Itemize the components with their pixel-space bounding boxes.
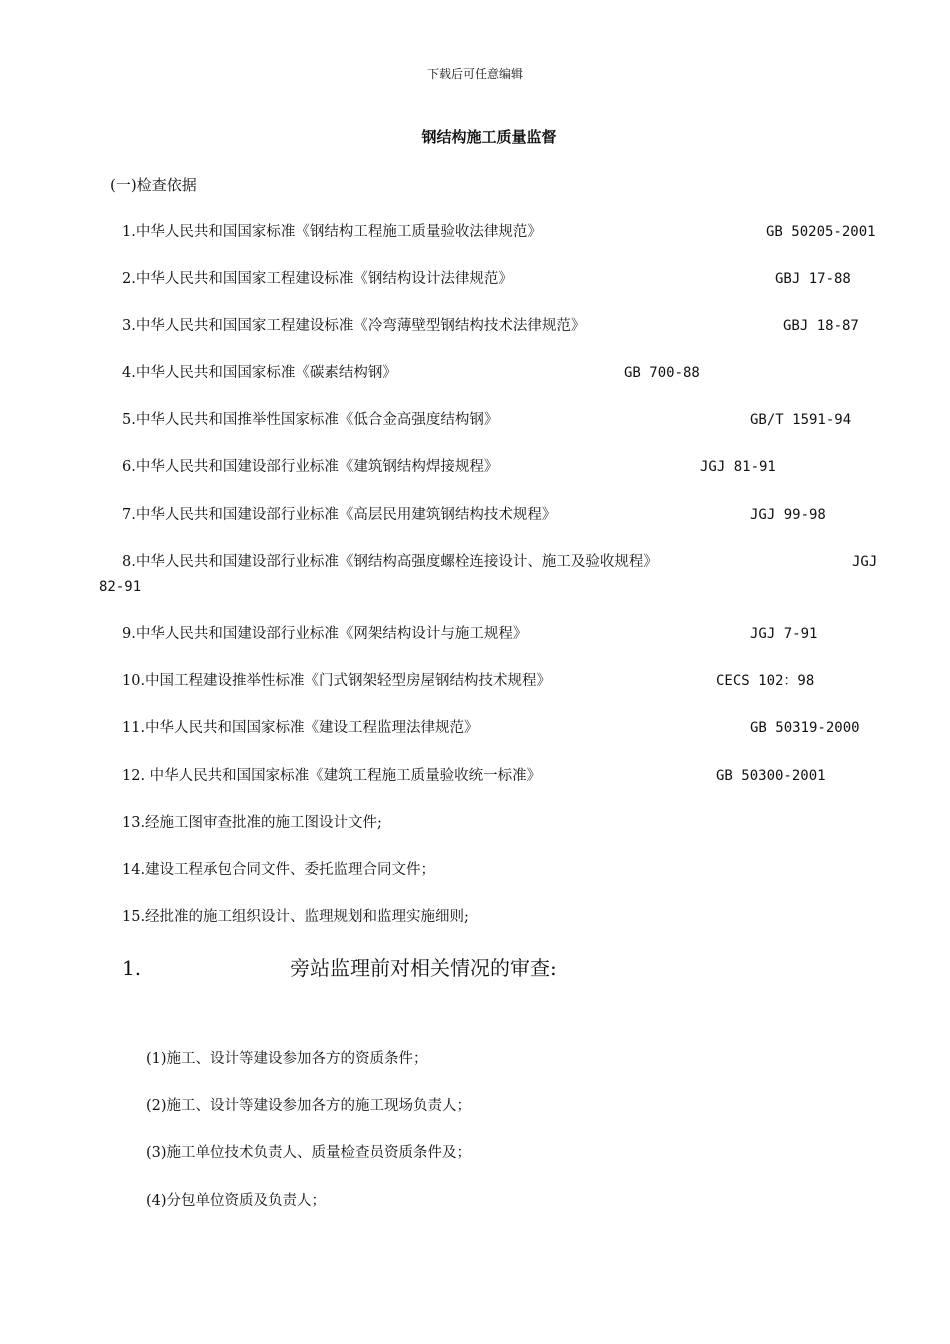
sub-list-item: (3)施工单位技术负责人、质量检查员资质条件及；: [146, 1145, 472, 1161]
subheading-number: 1.: [122, 956, 142, 980]
sub-list-item: (4)分包单位资质及负责人；: [146, 1193, 327, 1209]
reference-item: 8.中华人民共和国建设部行业标准《钢结构高强度螺栓连接设计、施工及验收规程》: [122, 554, 658, 570]
subheading-text: 旁站监理前对相关情况的审查:: [290, 956, 557, 980]
reference-item: 3.中华人民共和国国家工程建设标准《冷弯薄壁型钢结构技术法律规范》: [122, 318, 586, 334]
reference-item: 7.中华人民共和国建设部行业标准《高层民用建筑钢结构技术规程》: [122, 507, 557, 523]
reference-item: 2.中华人民共和国国家工程建设标准《钢结构设计法律规范》: [122, 271, 513, 287]
reference-code: GBJ 18-87: [783, 318, 859, 334]
reference-code: JGJ 7-91: [750, 626, 818, 642]
list-item: 14.建设工程承包合同文件、委托监理合同文件；: [122, 862, 436, 878]
reference-item: 1.中华人民共和国国家标准《钢结构工程施工质量验收法律规范》: [122, 224, 542, 240]
list-item: 13.经施工图审查批准的施工图设计文件;: [122, 815, 382, 831]
reference-code: GB 50205-2001: [766, 224, 876, 240]
reference-item: 9.中华人民共和国建设部行业标准《网架结构设计与施工规程》: [122, 626, 528, 642]
sub-list-item: (2)施工、设计等建设参加各方的施工现场负责人；: [146, 1098, 472, 1114]
header-note: 下载后可任意编辑: [426, 67, 523, 81]
reference-code: GB 50319-2000: [750, 720, 860, 736]
reference-item: 5.中华人民共和国推举性国家标准《低合金高强度结构钢》: [122, 412, 499, 428]
sub-list-item: (1)施工、设计等建设参加各方的资质条件；: [146, 1051, 428, 1067]
reference-code-continuation: 82-91: [99, 579, 142, 595]
section-heading: (一)检查依据: [110, 176, 197, 194]
reference-code: GB 700-88: [624, 365, 700, 381]
reference-item: 4.中华人民共和国国家标准《碳素结构钢》: [122, 365, 397, 381]
reference-code: GB/T 1591-94: [750, 412, 852, 428]
list-item: 15.经批准的施工组织设计、监理规划和监理实施细则;: [122, 909, 469, 925]
reference-code: JGJ 99-98: [750, 507, 826, 523]
reference-code: JGJ 81-91: [700, 459, 776, 475]
reference-code: CECS 102：98: [716, 673, 815, 689]
reference-code: JGJ: [852, 554, 878, 570]
reference-item: 10.中国工程建设推举性标准《门式钢架轻型房屋钢结构技术规程》: [122, 673, 552, 689]
reference-item: 12. 中华人民共和国国家标准《建筑工程施工质量验收统一标准》: [122, 768, 542, 784]
reference-item: 11.中华人民共和国国家标准《建设工程监理法律规范》: [122, 720, 479, 736]
document-title: 钢结构施工质量监督: [421, 128, 557, 146]
reference-item: 6.中华人民共和国建设部行业标准《建筑钢结构焊接规程》: [122, 459, 499, 475]
reference-code: GB 50300-2001: [716, 768, 826, 784]
reference-code: GBJ 17-88: [775, 271, 851, 287]
